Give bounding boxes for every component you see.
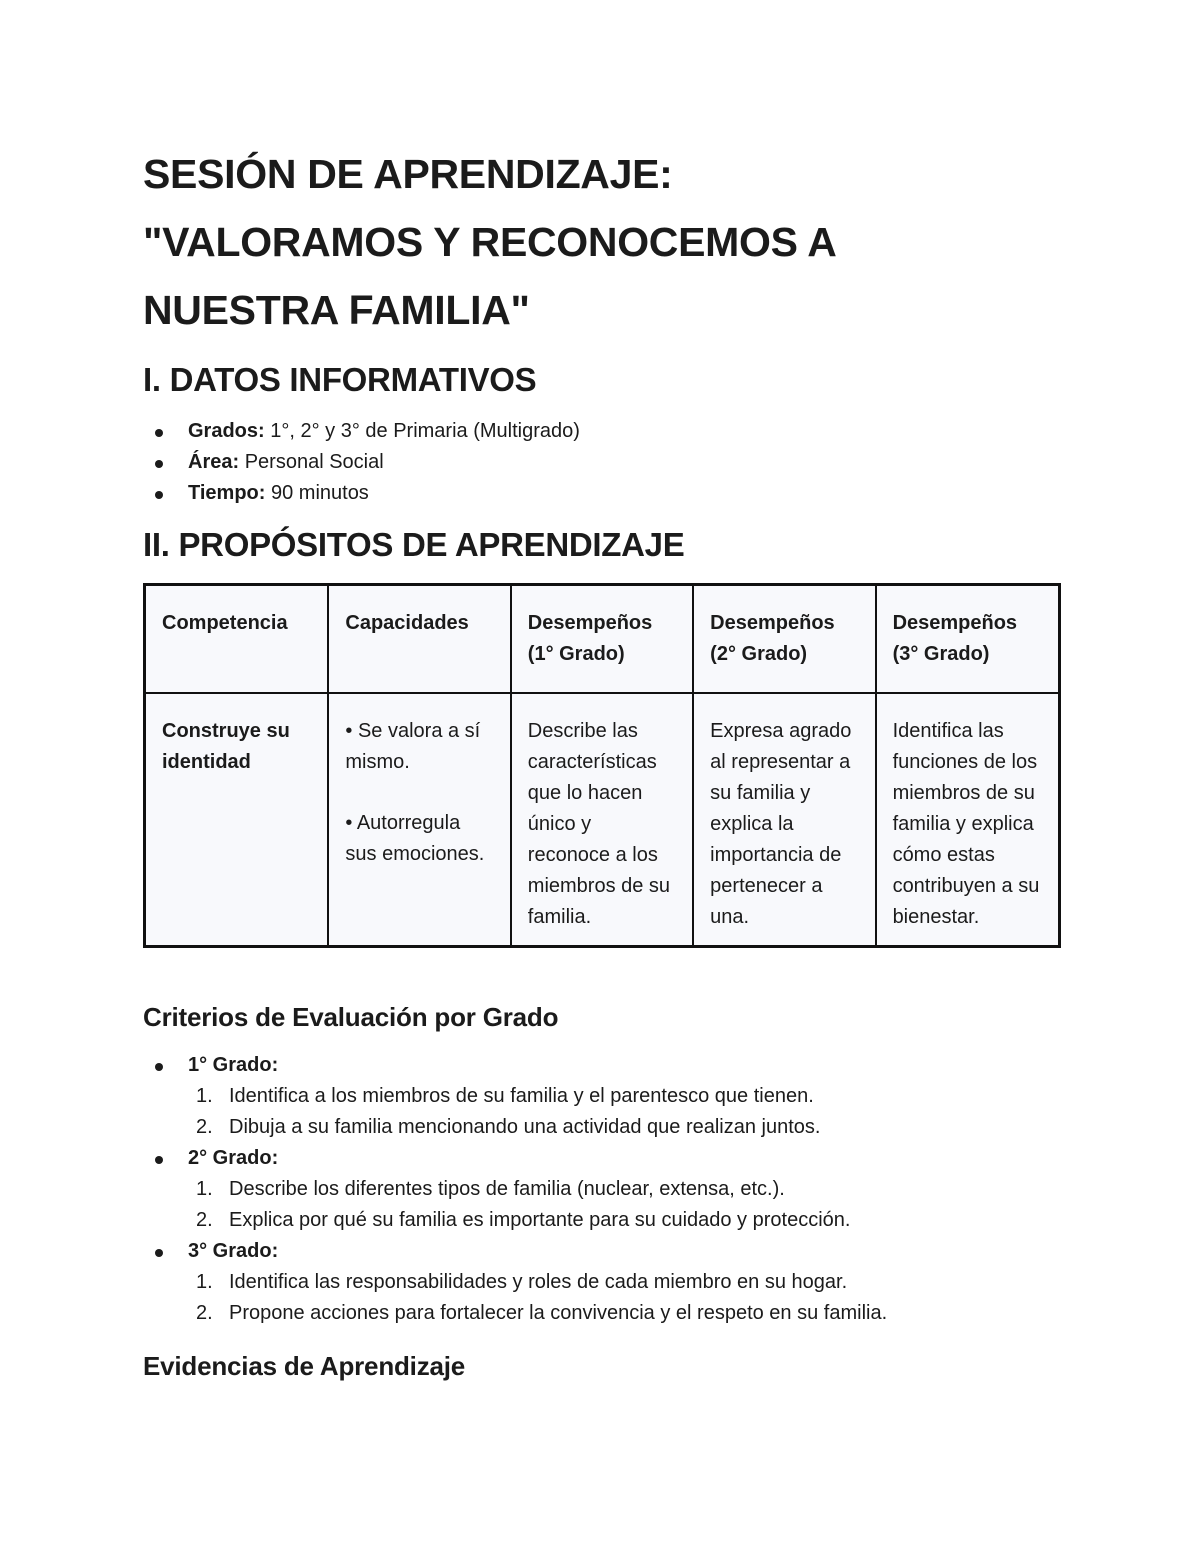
criteria-sublist [188,1081,1061,1143]
criterios-heading: Criterios de Evaluación por Grado [143,1002,559,1032]
item-text: Identifica las responsabilidades y roles de cada miembro en su hogar. [229,1271,848,1293]
list-item [188,1298,1061,1329]
list-item [143,416,1061,447]
cell-desempeno-1: Describe las características que lo hacen único y reconoce a los miembros de su familia. [511,693,693,945]
table-header-row [146,586,1058,693]
item-number: 2. [196,1209,213,1231]
item-label: Grados: [188,420,265,442]
header-desempenos-2: Desempeños (2° Grado) [693,586,875,693]
item-value: Personal Social [239,451,384,473]
bullet-dot-icon [155,460,163,468]
grade-label: 3° Grado: [188,1240,279,1262]
item-text: Explica por qué su familia es importante para su cuidado y protección. [229,1209,851,1231]
list-item [188,1174,1061,1205]
item-number: 1. [196,1178,213,1200]
item-value: 90 minutos [265,482,369,504]
list-item [188,1267,1061,1298]
item-text: Propone acciones para fortalecer la convivencia y el respeto en su familia. [229,1302,888,1324]
bullet-dot-icon [155,1249,163,1257]
item-text: Describe los diferentes tipos de familia (nuclear, extensa, etc.). [229,1178,785,1200]
grade-label: 1° Grado: [188,1054,279,1076]
item-value: 1°, 2° y 3° de Primaria (Multigrado) [264,420,580,442]
list-item [143,447,1061,478]
criteria-sublist [188,1174,1061,1236]
item-number: 1. [196,1085,213,1107]
bullet-dot-icon [155,1156,163,1164]
datos-list [143,416,1061,509]
item-text: Identifica a los miembros de su familia y el parentesco que tienen. [229,1085,814,1107]
cell-desempeno-3: Identifica las funciones de los miembros de su familia y explica cómo estas contribuyen a su bienestar. [876,693,1058,945]
header-desempenos-1: Desempeños (1° Grado) [511,586,693,693]
evidencias-heading: Evidencias de Aprendizaje [143,1351,466,1381]
header-desempenos-3: Desempeños (3° Grado) [876,586,1058,693]
list-item [188,1081,1061,1112]
cell-competencia: Construye su identidad [146,693,328,945]
cell-desempeno-2: Expresa agrado al representar a su familia y explica la importancia de pertenecer a una. [693,693,875,945]
document-title [143,140,1061,344]
section-heading-propositos: II. PROPÓSITOS DE APRENDIZAJE [143,526,685,563]
grade-label: 2° Grado: [188,1147,279,1169]
propositos-table [143,583,1061,948]
item-number: 2. [196,1302,213,1324]
item-text: Dibuja a su familia mencionando una actividad que realizan juntos. [229,1116,821,1138]
list-item [188,1112,1061,1143]
list-item [143,478,1061,509]
cell-capacidades [328,693,510,945]
document-page [143,140,1061,1389]
grade-item [143,1143,1061,1236]
header-capacidades: Capacidades [328,586,510,693]
item-label: Tiempo: [188,482,266,504]
item-number: 2. [196,1116,213,1138]
title-line-3: NUESTRA FAMILIA" [143,287,530,333]
criteria-sublist [188,1267,1061,1329]
bullet-dot-icon [155,1063,163,1071]
title-line-2: "VALORAMOS Y RECONOCEMOS A [143,219,837,265]
grade-item [143,1236,1061,1329]
item-label: Área: [188,451,240,473]
capacidad-item: • Se valora a sí mismo. [345,720,481,773]
table-row [146,693,1058,945]
bullet-dot-icon [155,491,163,499]
criterios-list [143,1050,1061,1329]
title-line-1: SESIÓN DE APRENDIZAJE: [143,151,673,197]
list-item [188,1205,1061,1236]
capacidad-item: • Autorregula sus emociones. [345,812,485,865]
grade-item [143,1050,1061,1143]
header-competencia: Competencia [146,586,328,693]
item-number: 1. [196,1271,213,1293]
bullet-dot-icon [155,429,163,437]
section-heading-datos: I. DATOS INFORMATIVOS [143,361,537,398]
